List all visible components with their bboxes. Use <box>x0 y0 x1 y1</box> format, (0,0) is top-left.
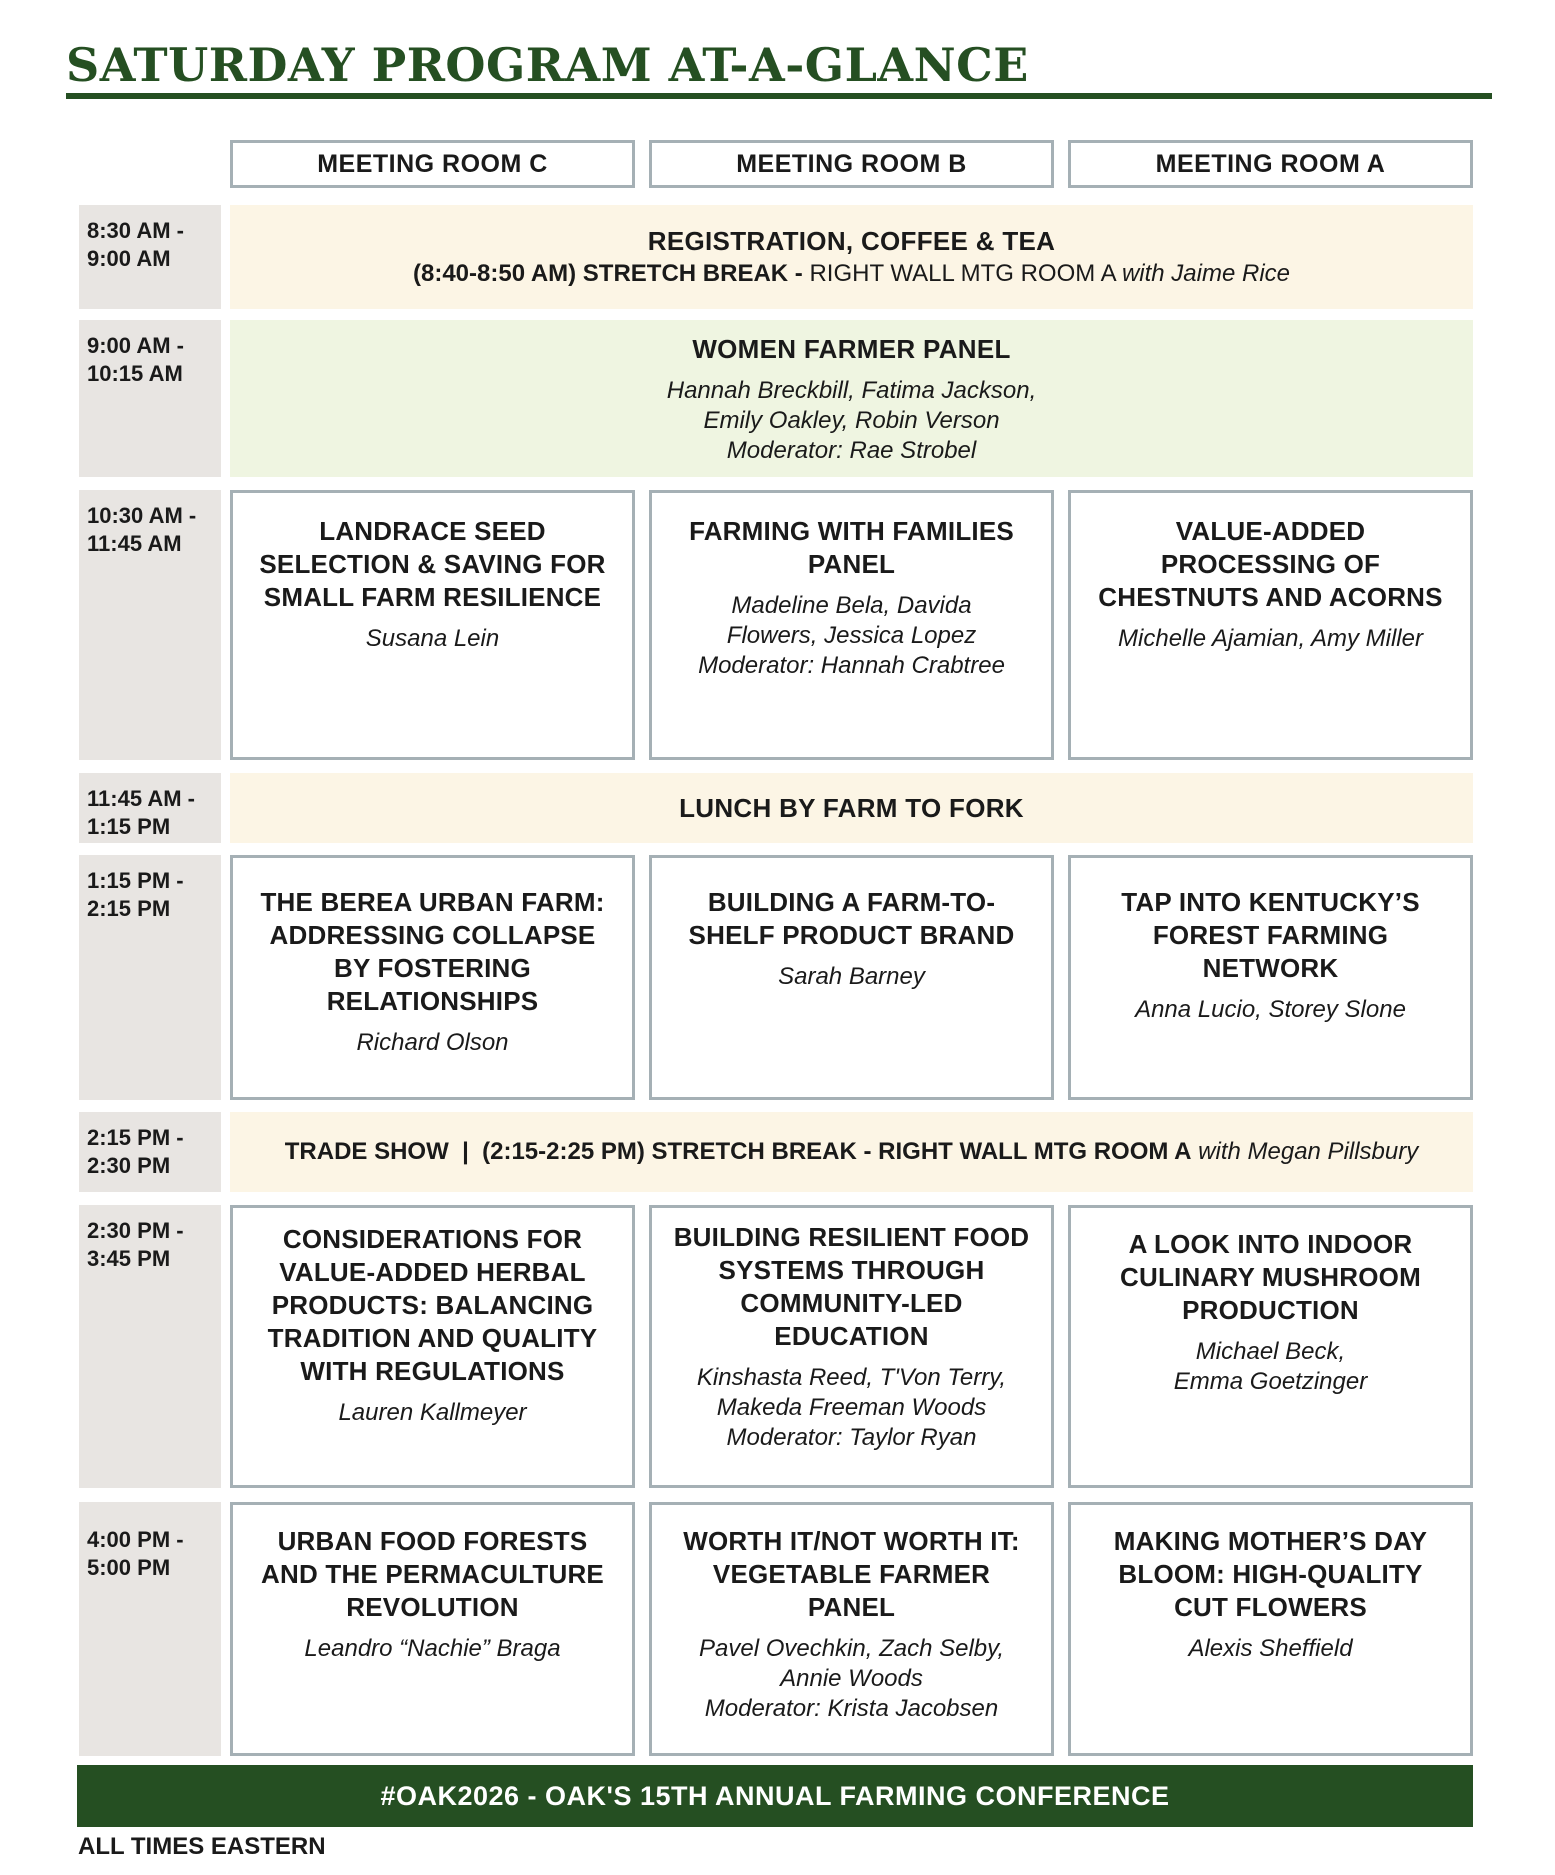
title-line: BLOOM: HIGH-QUALITY <box>1118 1559 1423 1589</box>
title-line: CUT FLOWERS <box>1174 1592 1367 1622</box>
speaker-line: Madeline Bela, Davida <box>731 592 972 619</box>
speaker-line: Lauren Kallmeyer <box>338 1399 527 1426</box>
title-line: SELECTION & SAVING FOR <box>259 549 606 579</box>
stretch-break-line <box>413 258 1290 290</box>
time-end: 1:15 PM <box>87 814 171 839</box>
title-line: VALUE-ADDED HERBAL <box>279 1257 586 1287</box>
panel-moderator: Moderator: Rae Strobel <box>726 436 977 464</box>
panel-people <box>667 376 1037 466</box>
time-end: 10:15 AM <box>87 361 183 386</box>
session-title <box>666 515 1037 581</box>
title-line: URBAN FOOD FORESTS <box>277 1526 588 1556</box>
time-slot-1030 <box>79 490 221 760</box>
title-line: RELATIONSHIPS <box>326 986 539 1016</box>
lunch-title: LUNCH BY FARM TO FORK <box>679 793 1024 823</box>
session-title <box>1085 886 1456 985</box>
speaker-line: Pavel Ovechkin, Zach Selby, <box>698 1635 1005 1662</box>
time-start: 9:00 AM - <box>87 333 184 358</box>
page-title: SATURDAY PROGRAM AT-A-GLANCE <box>66 38 1029 92</box>
time-start: 10:30 AM - <box>87 503 197 528</box>
session-title <box>247 886 618 1018</box>
title-line: THE BEREA URBAN FARM: <box>260 887 605 917</box>
trade-show-leader: with Megan Pillsbury <box>1198 1138 1419 1165</box>
title-line: VALUE-ADDED <box>1175 516 1366 546</box>
title-line: A LOOK INTO INDOOR <box>1128 1229 1413 1259</box>
session-speakers <box>666 1634 1037 1724</box>
speaker-line: Kinshasta Reed, T'Von Terry, <box>696 1364 1007 1391</box>
session-card <box>649 855 1054 1100</box>
session-speakers <box>666 962 1037 992</box>
room-header-c: MEETING ROOM C <box>230 140 635 188</box>
lunch-band <box>230 773 1473 843</box>
time-start: 8:30 AM - <box>87 218 184 243</box>
title-line: PROCESSING OF <box>1160 549 1381 579</box>
session-card <box>1068 855 1473 1100</box>
panel-person-line: Hannah Breckbill, Fatima Jackson, <box>666 376 1037 404</box>
session-card <box>649 1502 1054 1756</box>
speaker-line: Alexis Sheffield <box>1188 1635 1353 1662</box>
title-line: MAKING MOTHER’S DAY <box>1113 1526 1428 1556</box>
speaker-line: Flowers, Jessica Lopez <box>726 622 977 649</box>
session-card <box>230 855 635 1100</box>
title-line: CHESTNUTS AND ACORNS <box>1098 582 1443 612</box>
title-rule <box>66 93 1492 99</box>
speaker-line: Leandro “Nachie” Braga <box>304 1635 561 1662</box>
title-line: VEGETABLE FARMER PANEL <box>712 1559 991 1622</box>
trade-show-line <box>285 1136 1419 1168</box>
title-line: NETWORK <box>1202 953 1339 983</box>
trade-show-label: TRADE SHOW | (2:15-2:25 PM) STRETCH BREAK - RIGHT WALL MTG ROOM A <box>284 1138 1192 1165</box>
trade-show-band <box>230 1112 1473 1192</box>
session-speakers <box>247 1398 618 1428</box>
title-line: SHELF PRODUCT BRAND <box>688 920 1015 950</box>
panel-title: WOMEN FARMER PANEL <box>692 333 1011 364</box>
time-end: 9:00 AM <box>87 246 171 271</box>
speaker-line: Richard Olson <box>356 1029 509 1056</box>
time-end: 5:00 PM <box>87 1555 171 1580</box>
time-end: 2:30 PM <box>87 1153 171 1178</box>
session-speakers <box>1085 1634 1456 1664</box>
title-line: FOREST FARMING <box>1152 920 1389 950</box>
stretch-break-leader: with Jaime Rice <box>1121 260 1290 287</box>
title-line: BUILDING A FARM-TO- <box>707 887 996 917</box>
session-card <box>649 1205 1054 1488</box>
speaker-line: Emma Goetzinger <box>1173 1368 1368 1395</box>
session-title <box>1085 1525 1456 1624</box>
session-title <box>247 1525 618 1624</box>
time-start: 11:45 AM - <box>87 786 196 811</box>
time-end: 3:45 PM <box>87 1246 171 1271</box>
time-start: 2:15 PM - <box>87 1125 184 1150</box>
time-end: 2:15 PM <box>87 896 171 921</box>
time-start: 4:00 PM - <box>87 1527 184 1552</box>
speaker-line: Susana Lein <box>365 625 500 652</box>
session-card <box>230 490 635 760</box>
stretch-break-location: RIGHT WALL MTG ROOM A <box>809 260 1116 287</box>
speaker-line: Anna Lucio, Storey Slone <box>1135 996 1406 1023</box>
title-line: TAP INTO KENTUCKY’S <box>1121 887 1420 917</box>
session-title <box>666 1221 1037 1353</box>
speaker-line: Moderator: Taylor Ryan <box>726 1424 977 1451</box>
title-line: PANEL <box>807 549 896 579</box>
speaker-line: Moderator: Krista Jacobsen <box>704 1695 999 1722</box>
title-line: SYSTEMS THROUGH <box>718 1255 985 1285</box>
speaker-line: Makeda Freeman Woods <box>716 1394 987 1421</box>
title-line: REVOLUTION <box>346 1592 519 1622</box>
title-line: EDUCATION <box>774 1321 929 1351</box>
registration-band <box>230 205 1473 309</box>
session-speakers <box>666 591 1037 681</box>
title-line: WITH REGULATIONS <box>300 1356 565 1386</box>
speaker-line: Annie Woods <box>780 1665 923 1692</box>
title-line: BY FOSTERING <box>334 953 531 983</box>
session-title <box>1085 1228 1456 1327</box>
title-line: TRADITION AND QUALITY <box>267 1323 598 1353</box>
time-slot-1145 <box>79 773 221 843</box>
stretch-break-label: (8:40-8:50 AM) STRETCH BREAK - <box>412 260 803 287</box>
title-line: WORTH IT/NOT WORTH IT: <box>683 1526 1020 1556</box>
title-line: COMMUNITY-LED <box>740 1288 963 1318</box>
session-speakers <box>247 1028 618 1058</box>
title-line: PRODUCTS: BALANCING <box>271 1290 594 1320</box>
speaker-line: Sarah Barney <box>778 963 925 990</box>
session-title <box>666 1525 1037 1624</box>
session-title <box>666 886 1037 952</box>
session-card <box>230 1502 635 1756</box>
session-card <box>1068 490 1473 760</box>
title-line: LANDRACE SEED <box>319 516 546 546</box>
session-title <box>247 515 618 614</box>
registration-title: REGISTRATION, COFFEE & TEA <box>647 226 1056 256</box>
time-start: 2:30 PM - <box>87 1218 184 1243</box>
session-speakers <box>1085 1337 1456 1397</box>
time-end: 11:45 AM <box>87 531 182 556</box>
women-farmer-panel-band <box>230 320 1473 477</box>
footer-banner: #OAK2026 - OAK'S 15TH ANNUAL FARMING CONFERENCE <box>77 1765 1473 1827</box>
time-slot-0230 <box>79 1205 221 1488</box>
session-card <box>1068 1502 1473 1756</box>
time-slot-0115 <box>79 855 221 1100</box>
session-speakers <box>1085 995 1456 1025</box>
room-header-b: MEETING ROOM B <box>649 140 1054 188</box>
session-speakers <box>1085 624 1456 654</box>
room-header-a: MEETING ROOM A <box>1068 140 1473 188</box>
session-card <box>230 1205 635 1488</box>
time-slot-0400 <box>79 1502 221 1756</box>
title-line: ADDRESSING COLLAPSE <box>269 920 596 950</box>
title-line: PRODUCTION <box>1182 1295 1359 1325</box>
session-speakers <box>247 1634 618 1664</box>
timezone-note: ALL TIMES EASTERN <box>78 1833 326 1860</box>
title-line: AND THE PERMACULTURE <box>261 1559 604 1589</box>
title-line: CULINARY MUSHROOM <box>1120 1262 1421 1292</box>
speaker-line: Michelle Ajamian, Amy Miller <box>1118 625 1423 652</box>
title-line: CONSIDERATIONS FOR <box>282 1224 583 1254</box>
session-speakers <box>247 624 618 654</box>
session-title <box>1085 515 1456 614</box>
title-line: FARMING WITH FAMILIES <box>689 516 1014 546</box>
time-slot-0900 <box>79 320 221 477</box>
panel-person-line: Emily Oakley, Robin Verson <box>703 406 1000 434</box>
session-card <box>1068 1205 1473 1488</box>
time-slot-0830 <box>79 205 221 309</box>
title-line: SMALL FARM RESILIENCE <box>263 582 602 612</box>
time-start: 1:15 PM - <box>87 868 184 893</box>
session-speakers <box>666 1363 1037 1453</box>
time-slot-0215 <box>79 1112 221 1192</box>
speaker-line: Moderator: Hannah Crabtree <box>698 652 1005 679</box>
session-card <box>649 490 1054 760</box>
session-title <box>247 1223 618 1388</box>
speaker-line: Michael Beck, <box>1195 1338 1346 1365</box>
title-line: BUILDING RESILIENT FOOD <box>673 1222 1030 1252</box>
